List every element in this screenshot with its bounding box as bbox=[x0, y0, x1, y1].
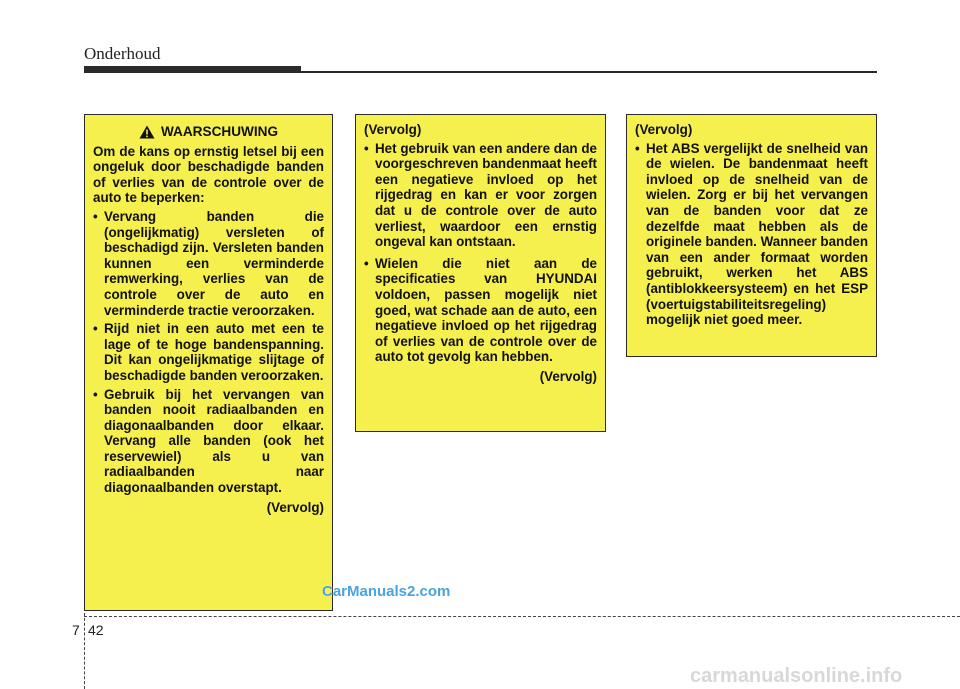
warning-intro: Om de kans op ernstig letsel bij een ongeluk door beschadigde banden of verlies van de controle over de auto te beperken: bbox=[93, 143, 324, 206]
list-item: • Het ABS vergelijkt de snelheid van de wielen. De bandenmaat heeft invloed op de snelheid van de wielen. Zorg er bij het vervangen van de banden voor dat ze dezelfde maat hebben als de originele banden. Wanneer banden van een ander formaat worden gebruikt, werken het ABS (antiblokkeersysteem) en het ESP (voertuigstabiliteitsregeling) mogelijk niet goed meer. bbox=[635, 140, 868, 328]
continued-label-bottom: (Vervolg) bbox=[539, 368, 597, 384]
bullet-icon: • bbox=[364, 255, 369, 271]
chapter-number: 7 bbox=[72, 622, 80, 638]
watermark-link[interactable]: CarManuals2.com bbox=[322, 583, 451, 600]
footer-divider-vertical bbox=[84, 613, 85, 689]
warning-label: WAARSCHUWING bbox=[160, 124, 279, 139]
list-item: • Rijd niet in een auto met een te lage of te hoge bandenspanning. Dit kan ongelijkmatige slijtage of beschadigde banden veroorzaken. bbox=[93, 321, 324, 383]
continued-label-top: (Vervolg) bbox=[364, 122, 422, 137]
footer-divider-horizontal bbox=[84, 616, 960, 617]
bullet-icon: • bbox=[93, 208, 98, 224]
header-bar-thin bbox=[84, 71, 877, 73]
warning-triangle-icon bbox=[139, 125, 155, 139]
list-item: • Vervang banden die (ongelijkmatig) versleten of beschadigd zijn. Versleten banden kunnen een verminderde remwerking, verlies van de controle over de auto en verminderde tractie veroorzaken. bbox=[93, 208, 324, 318]
bullet-list-3 bbox=[635, 141, 868, 328]
bullet-icon: • bbox=[93, 321, 98, 337]
warning-box bbox=[84, 114, 333, 611]
bullet-icon: • bbox=[93, 386, 98, 402]
warning-header bbox=[93, 124, 324, 140]
list-item: • Gebruik bij het vervangen van banden nooit radiaalbanden en diagonaalbanden door elkaar. Vervang alle banden (ook het reservewiel) als u van radiaalbanden naar diagonaalbanden overstapt. bbox=[93, 386, 324, 496]
list-item: • Het gebruik van een andere dan de voorgeschreven bandenmaat heeft een negatieve invloed op het rijgedrag en kan er voor zorgen dat u de controle over de auto verliest, waardoor een ernstig ongeval kan ontstaan. bbox=[364, 140, 597, 250]
site-watermark: carmanualsonline.info bbox=[690, 665, 903, 687]
continued-box-3 bbox=[626, 114, 877, 357]
bullet-icon: • bbox=[364, 140, 369, 156]
warning-bullet-list bbox=[93, 209, 324, 496]
continued-box-2 bbox=[355, 114, 606, 432]
page-number-value: 42 bbox=[88, 622, 104, 638]
continued-label: (Vervolg) bbox=[266, 499, 324, 515]
list-item: • Wielen die niet aan de specificaties van HYUNDAI voldoen, passen mogelijk niet goed, wat schade aan de auto, een negatieve invloed op het rijgedrag of verlies van de controle over de auto tot gevolg kan hebben. bbox=[364, 255, 597, 365]
bullet-list-2 bbox=[364, 141, 597, 365]
section-title: Onderhoud bbox=[84, 44, 161, 63]
continued-label-top: (Vervolg) bbox=[635, 122, 693, 137]
bullet-icon: • bbox=[635, 140, 640, 156]
